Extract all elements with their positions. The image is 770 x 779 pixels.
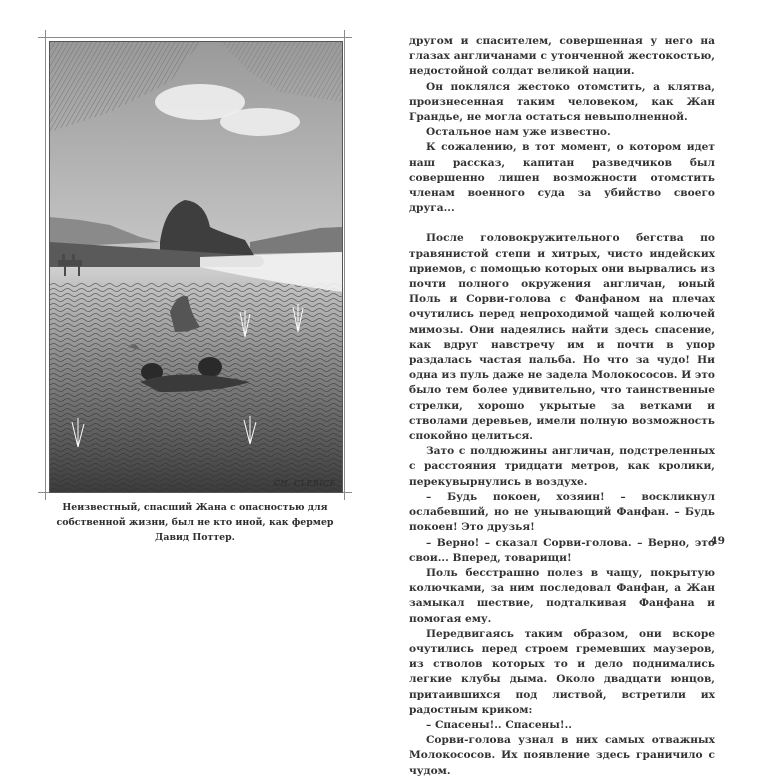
paragraph: Сорви-голова узнал в них самых отважных Молокососов. Их появление здесь граничило с чудом. [409,734,715,777]
paragraph: Зато с полдюжины англичан, подстреленных с расстояния тридцати метров, как кролики, перекувырнулись в воздухе. [409,445,715,488]
paragraph: – Будь покоен, хозяин! – воскликнул ослабевший, но не унывающий Фанфан. – Будь покоен! Это друзья! [409,490,715,534]
crop-line [45,30,46,500]
paragraph: К сожалению, в тот момент, о котором идет наш рассказ, капитан разведчиков был совершенно лишен возможности отомстить членам военного суда за убийство своего друга... [409,141,715,215]
left-page [0,0,385,578]
paragraph: Он поклялся жестоко отомстить, а клятва, произнесенная таким человеком, как Жан Грандье, не могла остаться невыполненной. [409,80,715,124]
paragraph: – Верно! – сказал Сорви-голова. – Верно, это свои... Вперед, товарищи! [409,536,715,564]
illustration-caption: Неизвестный, спасший Жана с опасностью для собственной жизни, был не кто иной, как фермер Давид Поттер. [56,502,334,543]
crop-line [344,30,345,500]
paragraph: Остальное нам уже известно. [426,126,611,139]
river-scene-drawing [50,42,342,492]
engraving-illustration-icon [49,41,343,493]
paragraph: Поль бесстрашно полез в чащу, покрытую колючками, за ним последовал Фанфан, а Жан замыкал шествие, подталкивая Фанфана и помогая ему. [409,566,715,625]
cloud [220,108,300,136]
body-text [409,34,715,779]
paragraph: Передвигаясь таким образом, они вскоре очутились перед строем гремевших маузеров, из стволов которых то и дело поднимались легкие клубы дыма. Около двадцати юнцов, притаившихся под листвой, встретили их радостным криком: [409,627,715,716]
artist-signature: CH. CLERICE [273,479,336,488]
page-number: 49 [710,535,725,547]
right-page [385,0,770,777]
paragraph: – Спасены!.. Спасены!.. [426,718,572,731]
crop-line [38,37,352,38]
paragraph: После головокружительного бегства по травянистой степи и хитрых, чисто индейских приемов, с помощью которых они вырвались из почти полного окружения англичан, юный Поль и Сорви-голова с Фанфаном на плечах очутились перед непроходимой чащей колючей мимозы. Они надеялись найти здесь спасение, как вдруг навстречу им и почти в упор раздалась частая пальба. Но что за чудо! Ни одна из пуль даже не задела Молокососов. И это было тем более удивительно, что таинственные стрелки, хорошо укрытые за ветками и стволами деревьев, имели полную возможность спокойно целиться. [409,232,715,443]
paragraph: другом и спасителем, совершенная у него на глазах англичанами с утонченной жестокостью, недостойной солдат великой нации. [409,35,715,78]
